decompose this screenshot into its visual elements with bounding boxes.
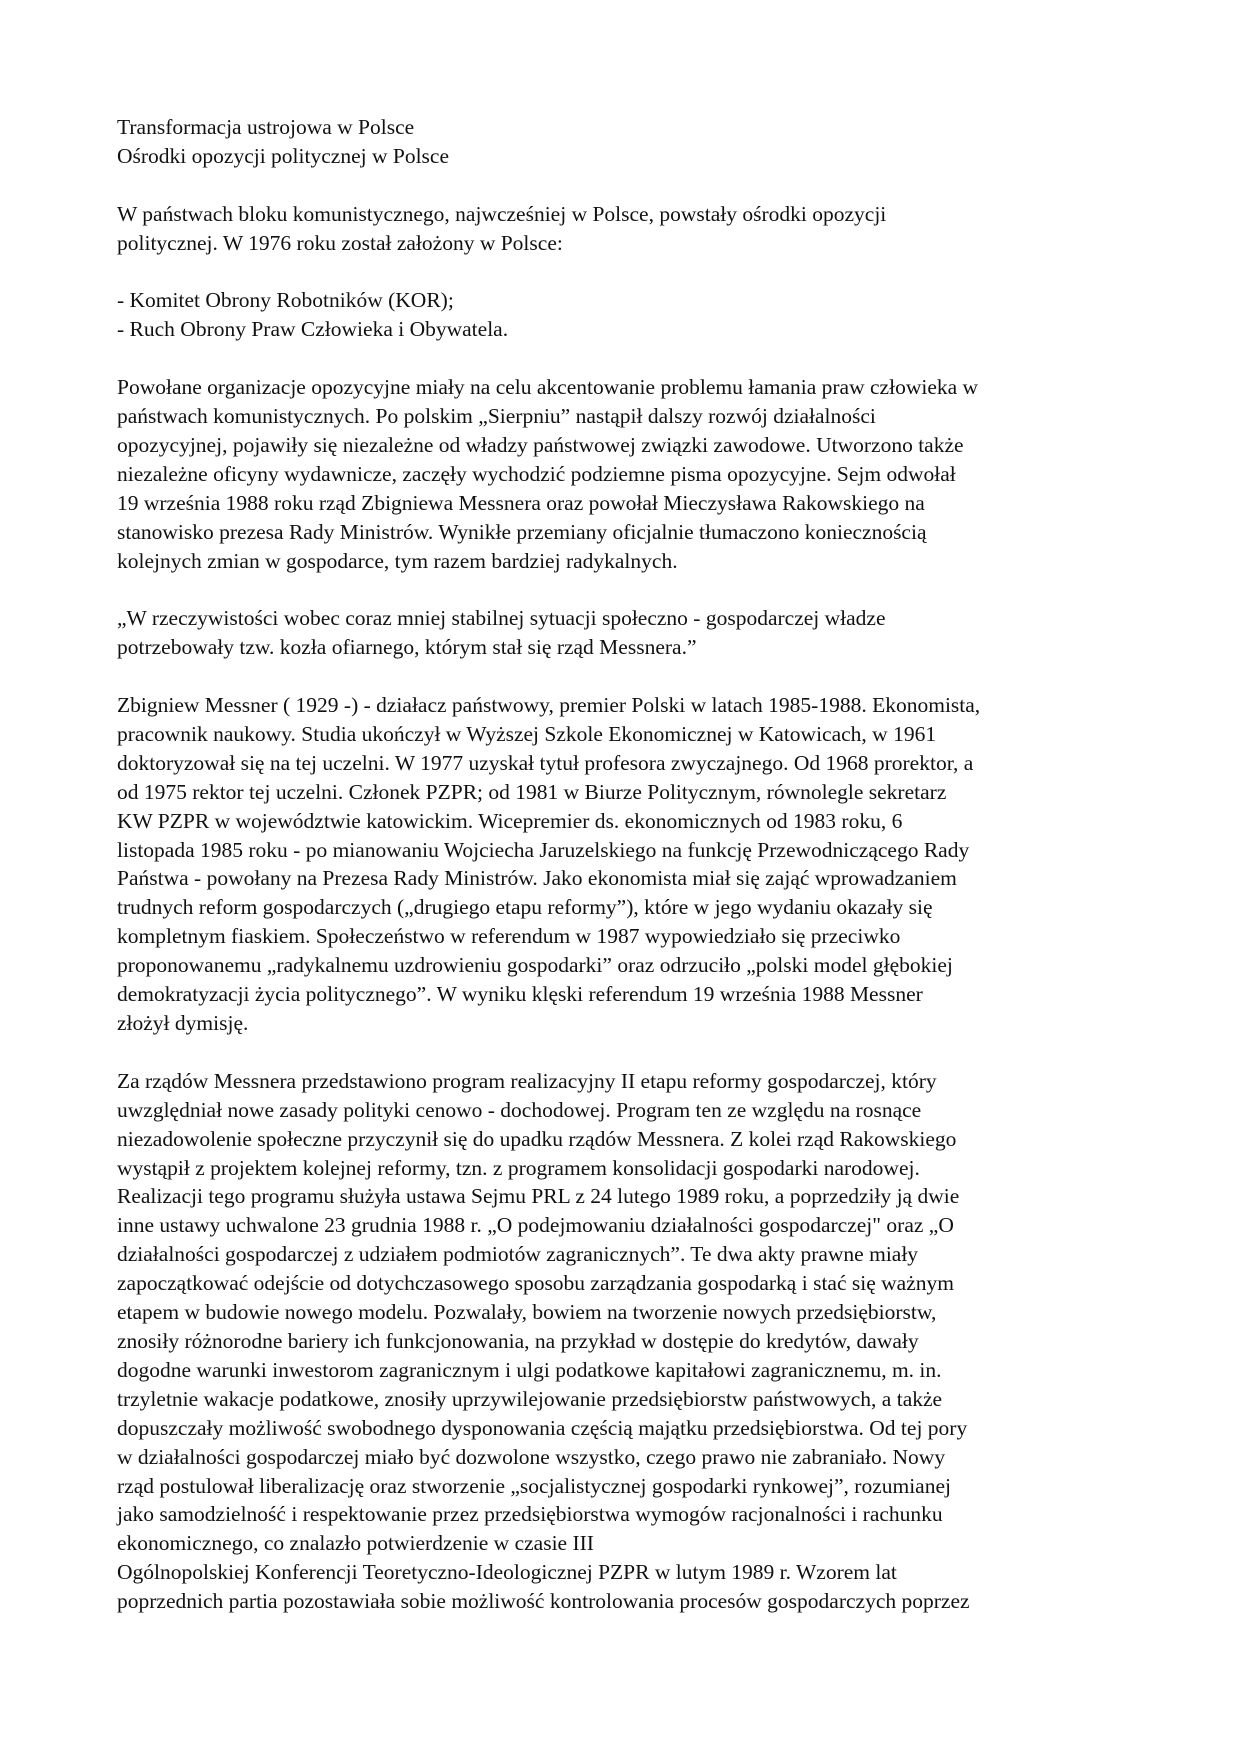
quote-line: „W rzeczywistości wobec coraz mniej stabilnej sytuacji społeczno - gospodarczej władze xyxy=(117,606,886,631)
paragraph-line: Realizacji tego programu służyła ustawa Sejmu PRL z 24 lutego 1989 roku, a poprzedziły ją dwie xyxy=(117,1184,960,1209)
list-item: - Komitet Obrony Robotników (KOR); xyxy=(117,288,454,313)
paragraph-line: proponowanemu „radykalnemu uzdrowieniu gospodarki” oraz odrzuciło „polski model głębokiej xyxy=(117,953,953,978)
paragraph-messner-biography xyxy=(117,691,1117,1038)
paragraph-line: niezależne oficyny wydawnicze, zaczęły wychodzić podziemne pisma opozycyjne. Sejm odwołał xyxy=(117,461,956,486)
paragraph-line: doktoryzował się na tej uczelni. W 1977 uzyskał tytuł profesora zwyczajnego. Od 1968 prorektor, a xyxy=(117,750,974,775)
spacer xyxy=(117,662,1117,691)
paragraph-line: państwach komunistycznych. Po polskim „Sierpniu” nastąpił dalszy rozwój działalności xyxy=(117,404,876,429)
paragraph-line: pracownik naukowy. Studia ukończył w Wyższej Szkole Ekonomicznej w Katowicach, w 1961 xyxy=(117,721,937,746)
paragraph-line: W państwach bloku komunistycznego, najwcześniej w Polsce, powstały ośrodki opozycji xyxy=(117,201,887,226)
document-title: Transformacja ustrojowa w Polsce xyxy=(117,115,415,139)
paragraph-line: stanowisko prezesa Rady Ministrów. Wynikłe przemiany oficjalnie tłumaczono koniecznością xyxy=(117,519,927,544)
paragraph-line: dogodne warunki inwestorom zagranicznym i ulgi podatkowe kapitałowi zagranicznemu, m. in. xyxy=(117,1357,942,1382)
paragraph-line: poprzednich partia pozostawiała sobie możliwość kontrolowania procesów gospodarczych poprzez xyxy=(117,1589,970,1614)
paragraph-line: działalności gospodarczej z udziałem podmiotów zagranicznych”. Te dwa akty prawne miały xyxy=(117,1242,919,1267)
spacer xyxy=(117,344,1117,373)
paragraph-line: inne ustawy uchwalone 23 grudnia 1988 r. „O podejmowaniu działalności gospodarczej" oraz „O xyxy=(117,1213,954,1238)
paragraph-line: politycznej. W 1976 roku został założony w Polsce: xyxy=(117,230,563,255)
paragraph-line: wystąpił z projektem kolejnej reformy, tzn. z programem konsolidacji gospodarki narodowej. xyxy=(117,1155,920,1180)
document-page xyxy=(117,113,1117,1616)
spacer xyxy=(117,1038,1117,1067)
paragraph-line: 19 września 1988 roku rząd Zbigniewa Messnera oraz powołał Mieczysława Rakowskiego na xyxy=(117,490,925,515)
paragraph-line: dopuszczały możliwość swobodnego dysponowania częścią majątku przedsiębiorstwa. Od tej pory xyxy=(117,1415,968,1440)
paragraph-line: Zbigniew Messner ( 1929 -) - działacz państwowy, premier Polski w latach 1985-1988. Ekonomista, xyxy=(117,693,981,718)
spacer xyxy=(117,258,1117,287)
list-item: - Ruch Obrony Praw Człowieka i Obywatela. xyxy=(117,317,509,342)
paragraph-line: złożył dymisję. xyxy=(117,1011,249,1036)
paragraph-line: trudnych reform gospodarczych („drugiego etapu reformy”), które w jego wydaniu okazały się xyxy=(117,895,933,920)
paragraph-line: kolejnych zmian w gospodarce, tym razem bardziej radykalnych. xyxy=(117,548,678,573)
quote-paragraph xyxy=(117,604,1117,662)
spacer xyxy=(117,171,1117,200)
paragraph-line: KW PZPR w województwie katowickim. Wicepremier ds. ekonomicznych od 1983 roku, 6 xyxy=(117,808,903,833)
paragraph-line: listopada 1985 roku - po mianowaniu Wojciecha Jaruzelskiego na funkcję Przewodniczącego Rady xyxy=(117,837,970,862)
intro-paragraph xyxy=(117,200,1117,258)
paragraph-line: Za rządów Messnera przedstawiono program realizacyjny II etapu reformy gospodarczej, który xyxy=(117,1068,937,1093)
paragraph-line: jako samodzielność i respektowanie przez przedsiębiorstwa wymogów racjonalności i rachunku xyxy=(117,1502,943,1527)
paragraph-line: Ogólnopolskiej Konferencji Teoretyczno-Ideologicznej PZPR w lutym 1989 r. Wzorem lat xyxy=(117,1560,897,1585)
paragraph-line: zapoczątkować odejście od dotychczasowego sposobu zarządzania gospodarką i stać się ważnym xyxy=(117,1271,954,1296)
paragraph-line: ekonomicznego, co znalazło potwierdzenie w czasie III xyxy=(117,1531,594,1556)
spacer xyxy=(117,575,1117,604)
paragraph-line: w działalności gospodarczej miało być dozwolone wszystko, czego prawo nie zabraniało. Nowy xyxy=(117,1444,946,1469)
paragraph-line: rząd postulował liberalizację oraz stworzenie „socjalistycznej gospodarki rynkowej”, rozumianej xyxy=(117,1473,951,1498)
paragraph-line: kompletnym fiaskiem. Społeczeństwo w referendum w 1987 wypowiedziało się przeciwko xyxy=(117,924,901,949)
paragraph-line: znosiły różnorodne bariery ich funkcjonowania, na przykład w dostępie do kredytów, dawały xyxy=(117,1328,919,1353)
paragraph-line: Powołane organizacje opozycyjne miały na celu akcentowanie problemu łamania praw człowieka w xyxy=(117,375,979,400)
paragraph-line: opozycyjnej, pojawiły się niezależne od władzy państwowej związki zawodowe. Utworzono także xyxy=(117,432,964,457)
paragraph-reforms xyxy=(117,1067,1117,1616)
organizations-list xyxy=(117,286,1117,344)
quote-line: potrzebowały tzw. kozła ofiarnego, którym stał się rząd Messnera.” xyxy=(117,635,697,660)
paragraph-line: Państwa - powołany na Prezesa Rady Ministrów. Jako ekonomista miał się zająć wprowadzaniem xyxy=(117,866,957,891)
paragraph-line: trzyletnie wakacje podatkowe, znosiły uprzywilejowanie przedsiębiorstw państwowych, a także xyxy=(117,1386,943,1411)
paragraph-line: etapem w budowie nowego modelu. Pozwalały, bowiem na tworzenie nowych przedsiębiorstw, xyxy=(117,1300,937,1325)
document-header xyxy=(117,113,1117,171)
document-subtitle: Ośrodki opozycji politycznej w Polsce xyxy=(117,143,449,168)
paragraph-line: od 1975 rektor tej uczelni. Członek PZPR; od 1981 w Biurze Politycznym, równolegle sekretarz xyxy=(117,779,947,804)
paragraph-line: uwzględniał nowe zasady polityki cenowo - dochodowej. Program ten ze względu na rosnące xyxy=(117,1097,922,1122)
paragraph-line: demokratyzacji życia politycznego”. W wyniku klęski referendum 19 września 1988 Messner xyxy=(117,982,923,1007)
paragraph-line: niezadowolenie społeczne przyczynił się do upadku rządów Messnera. Z kolei rząd Rakowskiego xyxy=(117,1126,957,1151)
paragraph-opposition xyxy=(117,373,1117,575)
